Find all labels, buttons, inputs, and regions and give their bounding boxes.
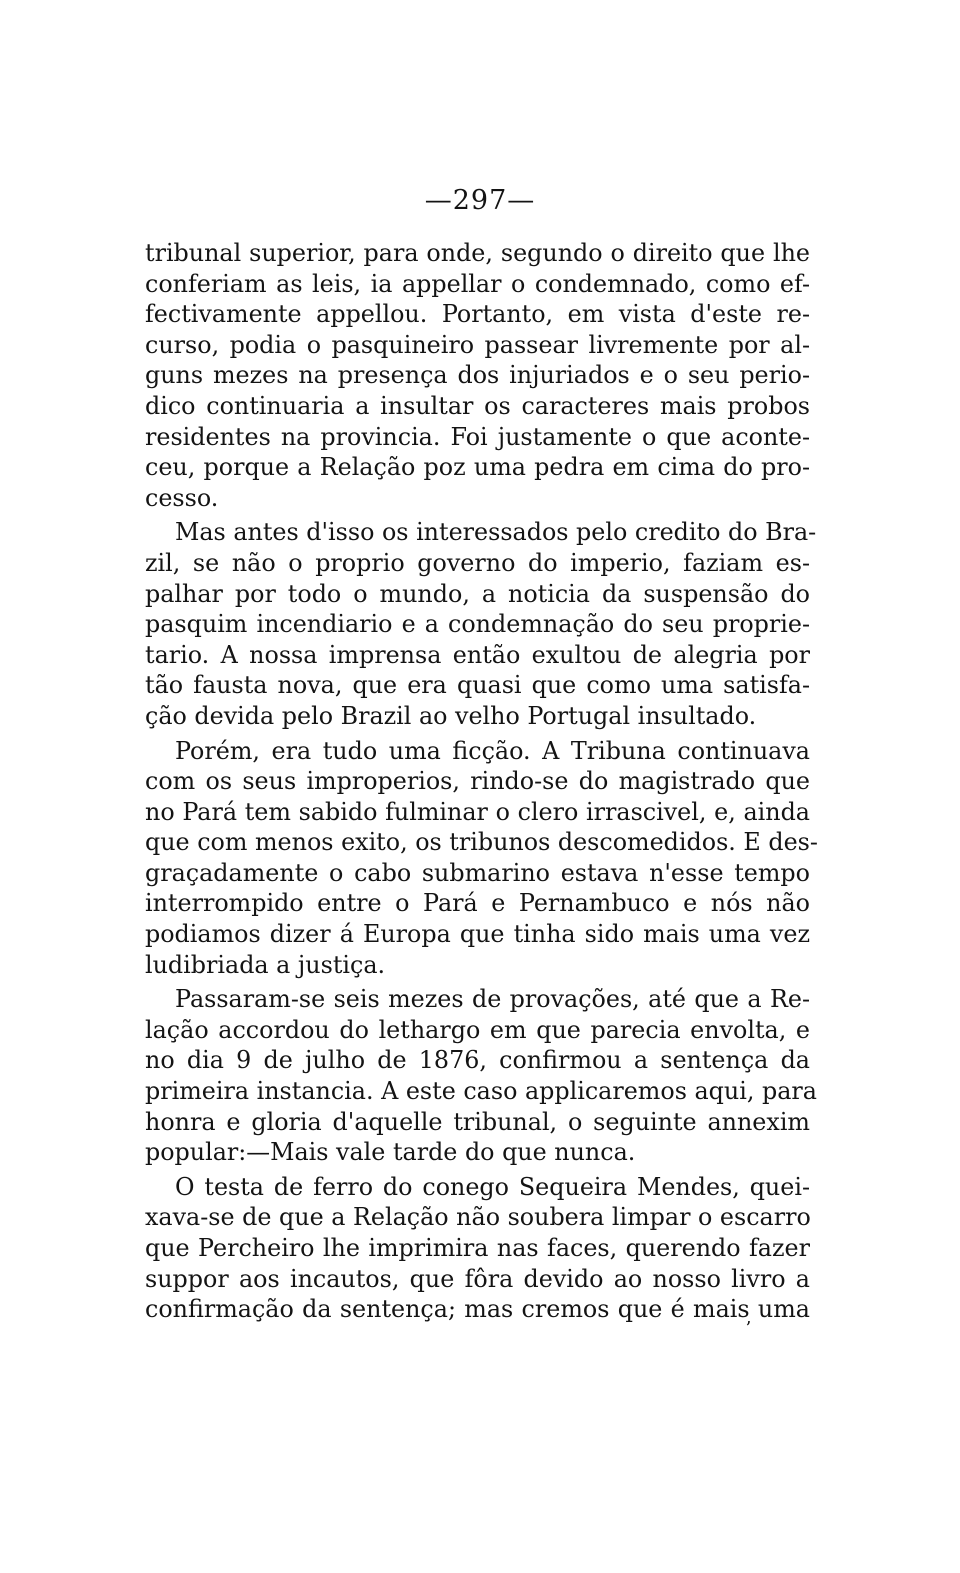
text-line: tario. A nossa imprensa então exultou de alegria por	[145, 640, 810, 669]
text-line: Mas antes d'isso os interessados pelo credito do Bra-	[175, 518, 817, 547]
text-line: Passaram-se seis mezes de provações, até que a Re-	[175, 985, 810, 1014]
text-line: conferiam as leis, ia appellar o condemnado, como ef-	[145, 269, 810, 298]
text-line: suppor aos incautos, que fôra devido ao nosso livro a	[145, 1264, 810, 1293]
text-line: pasquim incendiario e a condemnação do seu proprie-	[145, 610, 810, 639]
text-line: cesso.	[145, 483, 219, 512]
text-line: podiamos dizer á Europa que tinha sido mais uma vez	[145, 920, 810, 949]
text-line: fectivamente appellou. Portanto, em vista d'este re-	[145, 300, 810, 329]
text-line: que Percheiro lhe imprimira nas faces, querendo fazer	[145, 1234, 810, 1262]
text-line: no dia 9 de julho de 1876, confirmou a sentença da	[145, 1046, 810, 1075]
text-line: interrompido entre o Pará e Pernambuco e nós não	[145, 889, 810, 918]
text-line: que com menos exito, os tribunos descomedidos. E des-	[145, 828, 818, 857]
text-line: lação accordou do lethargo em que parecia envolta, e	[145, 1015, 810, 1044]
text-line: primeira instancia. A este caso applicaremos aqui, para	[145, 1077, 817, 1106]
text-line: zil, se não o proprio governo do imperio, faziam es-	[145, 548, 810, 577]
text-line: no Pará tem sabido fulminar o clero irrascivel, e, ainda	[145, 797, 810, 826]
paragraph	[145, 1172, 810, 1325]
paragraph	[145, 984, 817, 1168]
text-line: palhar por todo o mundo, a noticia da suspensão do	[145, 579, 810, 608]
text-line: residentes na provincia. Foi justamente o que aconte-	[145, 422, 810, 451]
text-line: tribunal superior, para onde, segundo o direito que lhe	[145, 239, 810, 267]
text-line: guns mezes na presença dos injuriados e o seu perio-	[145, 361, 810, 390]
text-line: ção devida pelo Brazil ao velho Portugal insultado.	[145, 701, 757, 730]
text-line: ludibriada a justiça.	[145, 950, 386, 979]
text-line: popular:—Mais vale tarde do que nunca.	[145, 1138, 636, 1167]
text-line: graçadamente o cabo submarino estava n'esse tempo	[145, 858, 810, 887]
text-line: O testa de ferro do conego Sequeira Mendes, quei-	[175, 1172, 810, 1201]
text-line: tão fausta nova, que era quasi que como uma satisfa-	[145, 671, 810, 700]
text-line: com os seus improperios, rindo-se do magistrado que	[145, 767, 810, 796]
text-line: ceu, porque a Relação poz uma pedra em cima do pro-	[145, 453, 810, 482]
paragraph	[145, 517, 817, 731]
body-text	[145, 238, 818, 1325]
text-line: curso, podia o pasquineiro passear livremente por al-	[145, 330, 810, 359]
paragraph	[145, 736, 818, 981]
page-number: —297—	[424, 185, 536, 216]
stray-mark: ʼ	[745, 1318, 751, 1339]
text-line: honra e gloria d'aquelle tribunal, o seguinte annexim	[145, 1107, 810, 1136]
paragraph	[145, 238, 810, 513]
text-line: Porém, era tudo uma ficção. A Tribuna continuava	[175, 736, 810, 765]
text-line: confirmação da sentença; mas cremos que é mais uma	[145, 1295, 810, 1324]
text-line: xava-se de que a Relação não soubera limpar o escarro	[145, 1203, 811, 1232]
text-line: dico continuaria a insultar os caracteres mais probos	[145, 391, 810, 420]
